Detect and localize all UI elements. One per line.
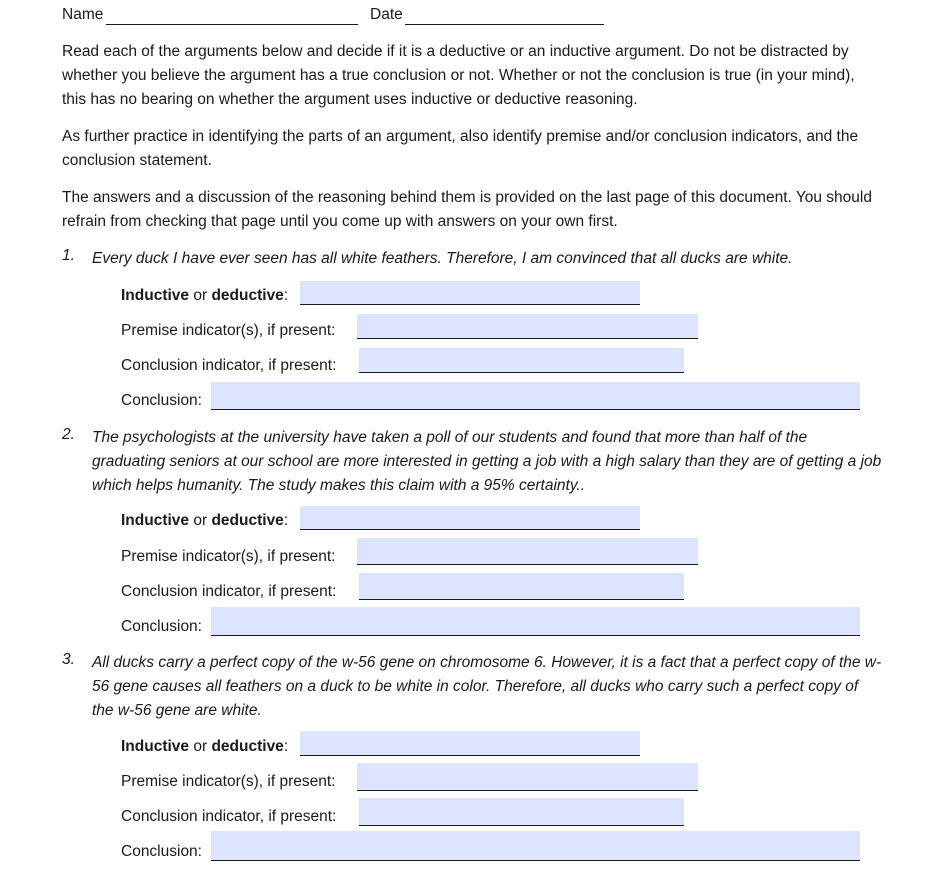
q2-conclusion-label: Conclusion:: [121, 618, 202, 635]
q3-conclusion-input[interactable]: [211, 831, 860, 861]
q2-premise-label: Premise indicator(s), if present:: [121, 548, 336, 565]
colon: :: [283, 738, 289, 755]
deductive-word: deductive: [211, 287, 284, 304]
q3-type-label: [121, 738, 288, 756]
q2-conclusion-indicator-input[interactable]: [359, 573, 684, 600]
colon: :: [283, 512, 289, 529]
name-input[interactable]: [106, 6, 358, 25]
inductive-word: Inductive: [121, 287, 190, 304]
date-input[interactable]: [405, 6, 604, 25]
question-1-number: 1.: [62, 247, 75, 264]
name-label: Name: [62, 6, 104, 23]
q3-conclusion-label: Conclusion:: [121, 843, 202, 860]
q3-conclusion-indicator-label: Conclusion indicator, if present:: [121, 808, 337, 825]
deductive-word: deductive: [211, 738, 284, 755]
date-label: Date: [370, 6, 403, 23]
q1-conclusion-label: Conclusion:: [121, 392, 202, 409]
q1-premise-label: Premise indicator(s), if present:: [121, 322, 336, 339]
or-word: or: [189, 738, 212, 755]
q2-premise-input[interactable]: [357, 538, 698, 565]
q2-conclusion-indicator-label: Conclusion indicator, if present:: [121, 583, 337, 600]
q1-conclusion-input[interactable]: [211, 382, 860, 410]
q3-premise-label: Premise indicator(s), if present:: [121, 773, 336, 790]
intro-paragraph-2: As further practice in identifying the parts of an argument, also identify premise and/or conclusion indicators, and the conclusion statement.: [62, 128, 859, 169]
q1-premise-input[interactable]: [357, 314, 698, 339]
colon: :: [283, 287, 289, 304]
q2-type-label: [121, 512, 288, 530]
q2-conclusion-input[interactable]: [211, 607, 860, 636]
q3-conclusion-indicator-input[interactable]: [359, 798, 684, 826]
question-3-text: All ducks carry a perfect copy of the w-56 gene on chromosome 6. However, it is a fact that a perfect copy of the w-56 gene causes all feathers on a duck to be white in color. Therefore, all ducks who carry such a perfect copy of the w-56 gene are white.: [92, 654, 882, 719]
question-3-number: 3.: [62, 651, 75, 668]
intro-paragraph-1: Read each of the arguments below and decide if it is a deductive or an inductive argument. Do not be distracted by whether you believe the argument has a true conclusion or not. Whether or not the conclusion is true (in your mind), this has no bearing on whether the argument uses inductive or deductive reasoning.: [62, 43, 855, 108]
q1-type-label: [121, 287, 288, 305]
inductive-word: Inductive: [121, 738, 190, 755]
question-2-text: The psychologists at the university have taken a poll of our students and found that more than half of the graduating seniors at our school are more interested in getting a job with a high salary than they are of getting a job which helps humanity. The study makes this claim with a 95% certainty..: [92, 429, 882, 494]
q1-conclusion-indicator-input[interactable]: [359, 348, 684, 373]
q3-type-input[interactable]: [300, 731, 640, 756]
or-word: or: [189, 287, 212, 304]
q1-conclusion-indicator-label: Conclusion indicator, if present:: [121, 357, 337, 374]
or-word: or: [189, 512, 212, 529]
question-1-text: Every duck I have ever seen has all white feathers. Therefore, I am convinced that all ducks are white.: [92, 250, 793, 267]
intro-paragraph-3: The answers and a discussion of the reasoning behind them is provided on the last page of this document. You should refrain from checking that page until you come up with answers on your own first.: [62, 189, 872, 230]
q3-premise-input[interactable]: [357, 763, 698, 791]
inductive-word: Inductive: [121, 512, 190, 529]
q1-type-input[interactable]: [300, 281, 640, 305]
deductive-word: deductive: [211, 512, 284, 529]
question-2-number: 2.: [62, 426, 75, 443]
q2-type-input[interactable]: [300, 506, 640, 530]
